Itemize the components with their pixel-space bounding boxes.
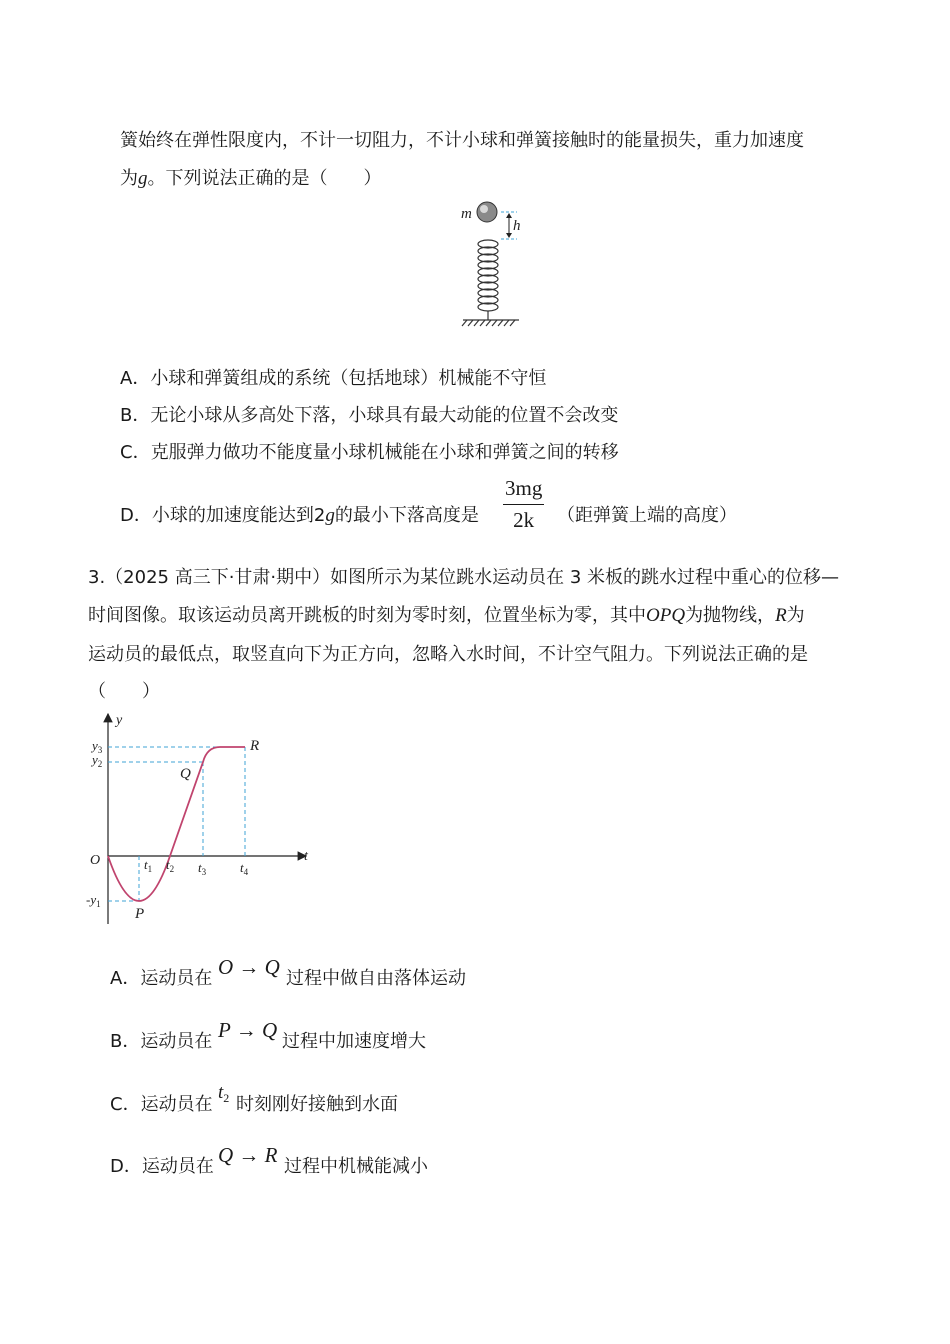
q2-option-b[interactable]: B．无论小球从多高处下落，小球具有最大动能的位置不会改变 [120, 405, 619, 426]
guide-lines [108, 747, 245, 901]
spring-ball-figure [455, 198, 535, 328]
fraction-denominator: 2k [513, 508, 535, 532]
point-p-label: P [135, 906, 145, 922]
tick-t1: $t_1$ [144, 857, 153, 874]
ball-m [477, 202, 497, 222]
q3-option-a[interactable]: A．运动员在 [110, 968, 213, 989]
q3-option-a-math: O → Q [218, 955, 280, 979]
tick-t2: $t_2$ [166, 857, 175, 874]
q2-option-a[interactable]: A．小球和弹簧组成的系统（包括地球）机械能不守恒 [120, 368, 547, 389]
fraction-numerator: 3mg [503, 476, 544, 505]
ground [462, 320, 519, 326]
t-axis-label: t [304, 849, 308, 864]
q3-option-d[interactable]: D．运动员在 [110, 1156, 214, 1177]
point-r-label: R [250, 738, 260, 754]
q3-option-b[interactable]: B．运动员在 [110, 1031, 213, 1052]
y-axis-label: y [116, 713, 123, 728]
label-h: h [513, 218, 521, 234]
q2-stem-line1: 簧始终在弹性限度内，不计一切阻力，不计小球和弹簧接触时的能量损失，重力加速度 [120, 130, 804, 151]
q2-option-d-tail: （距弹簧上端的高度） [557, 505, 737, 526]
q3-option-d-tail: 过程中机械能减小 [284, 1156, 428, 1177]
q3-option-c-math: $t_2$ [218, 1082, 230, 1105]
q3-option-b-math: P → Q [218, 1018, 278, 1042]
spring [478, 240, 498, 320]
q2-option-c[interactable]: C．克服弹力做功不能度量小球机械能在小球和弹簧之间的转移 [120, 442, 619, 463]
tick-t4: $t_4$ [240, 860, 249, 877]
displacement-curve [108, 747, 245, 901]
q2-stem-line2: 为g。下列说法正确的是（ ） [120, 168, 382, 189]
q3-option-a-tail: 过程中做自由落体运动 [286, 968, 466, 989]
point-q-label: Q [180, 766, 191, 782]
tick-t3: $t_3$ [198, 860, 207, 877]
label-m: m [461, 206, 472, 222]
q3-stem-line2: 时间图像。取该运动员离开跳板的时刻为零时刻，位置坐标为零，其中OPQ为抛物线，R为 [88, 605, 805, 626]
tick-y2: $y_2$ [92, 752, 103, 769]
q3-stem-line3: 运动员的最低点，取竖直向下为正方向，忽略入水时间，不计空气阻力。下列说法正确的是 [88, 644, 808, 665]
q3-option-c[interactable]: C．运动员在 [110, 1094, 213, 1115]
g-symbol: g [138, 168, 148, 189]
origin-label: O [90, 853, 101, 868]
q3-option-b-tail: 过程中加速度增大 [282, 1031, 426, 1052]
fraction-3mg-2k [503, 476, 544, 533]
q3-option-d-math: Q → R [218, 1143, 278, 1167]
q2-option-d[interactable]: D．小球的加速度能达到2g的最小下落高度是 [120, 505, 479, 526]
tick-neg-y1: $-y_1$ [86, 892, 101, 909]
displacement-time-graph [80, 708, 320, 933]
q3-stem-line1: 3.（2025 高三下·甘肃·期中）如图所示为某位跳水运动员在 3 米板的跳水过程中重心的位移— [88, 567, 840, 588]
tick-y3: $y_3$ [92, 738, 103, 755]
q3-option-c-tail: 时刻刚好接触到水面 [236, 1094, 398, 1115]
q3-stem-line4: （ ） [88, 681, 160, 702]
